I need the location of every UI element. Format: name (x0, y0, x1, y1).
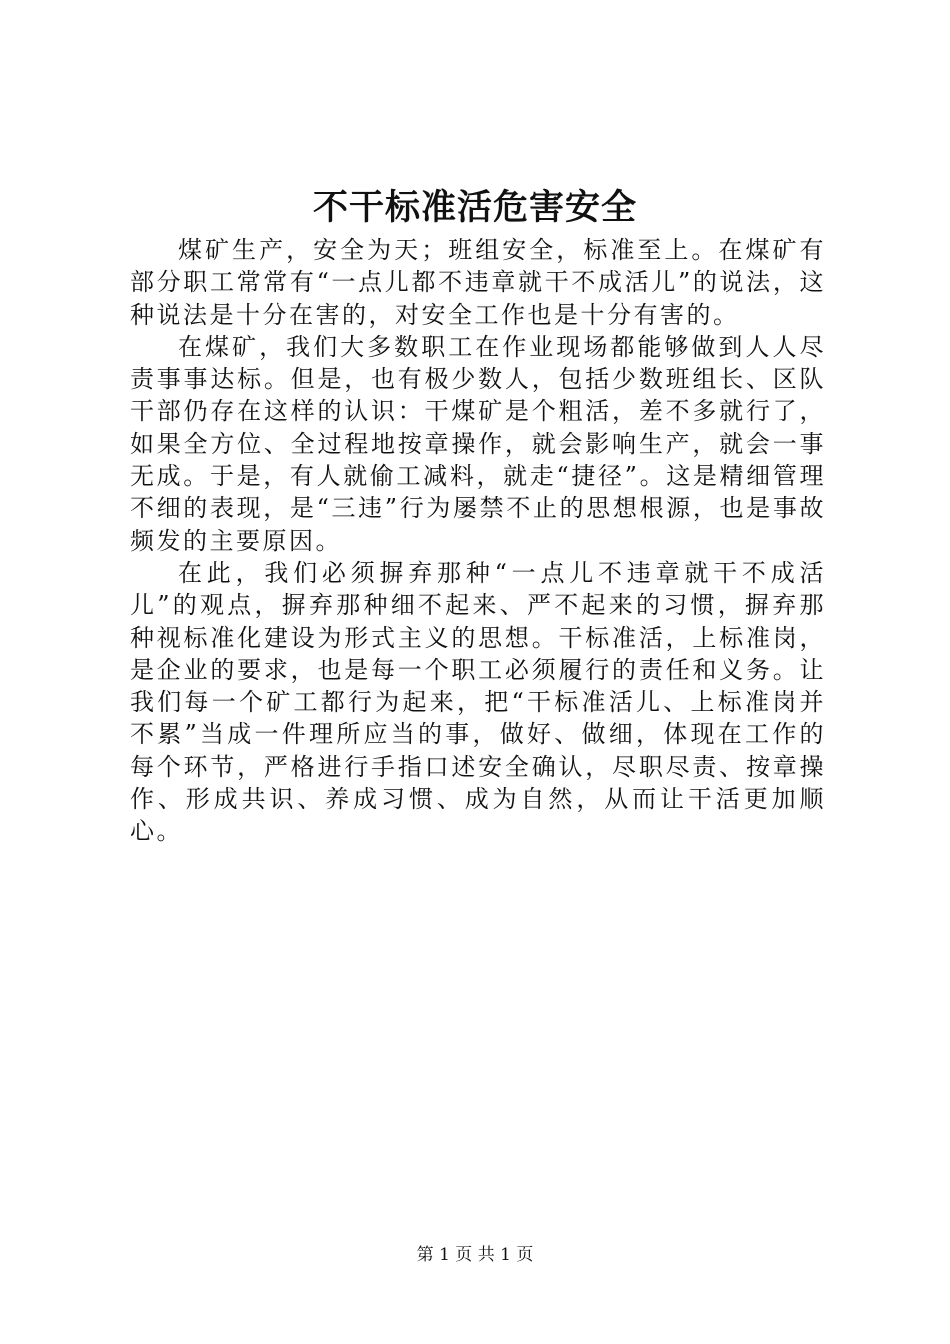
page-number-footer: 第 1 页 共 1 页 (416, 1245, 534, 1265)
paragraph-1: 煤矿生产，安全为天；班组安全，标准至上。在煤矿有部分职工常常有“一点儿都不违章就干不成活儿”的说法，这种说法是十分在害的，对安全工作也是十分有害的。 (130, 236, 826, 329)
paragraph-2: 在煤矿，我们大多数职工在作业现场都能够做到人人尽责事事达标。但是，也有极少数人，包括少数班组长、区队干部仍存在这样的认识：干煤矿是个粗活，差不多就行了，如果全方位、全过程地按章操作，就会影响生产，就会一事无成。于是，有人就偷工减料，就走“捷径”。这是精细管理不细的表现，是“三违”行为屡禁不止的思想根源，也是事故频发的主要原因。 (130, 332, 826, 555)
document-body (130, 234, 826, 848)
page-title: 不干标准活危害安全 (312, 187, 637, 228)
paragraph-3: 在此，我们必须摒弃那种“一点儿不违章就干不成活儿”的观点，摒弃那种细不起来、严不起来的习惯，摒弃那种视标准化建设为形式主义的思想。干标准活，上标准岗，是企业的要求，也是每一个职工必须履行的责任和义务。让我们每一个矿工都行为起来，把“干标准活儿、上标准岗并不累”当成一件理所应当的事，做好、做细，体现在工作的每个环节，严格进行手指口述安全确认，尽职尽责、按章操作、形成共识、养成习惯、成为自然，从而让干活更加顺心。 (130, 558, 826, 846)
